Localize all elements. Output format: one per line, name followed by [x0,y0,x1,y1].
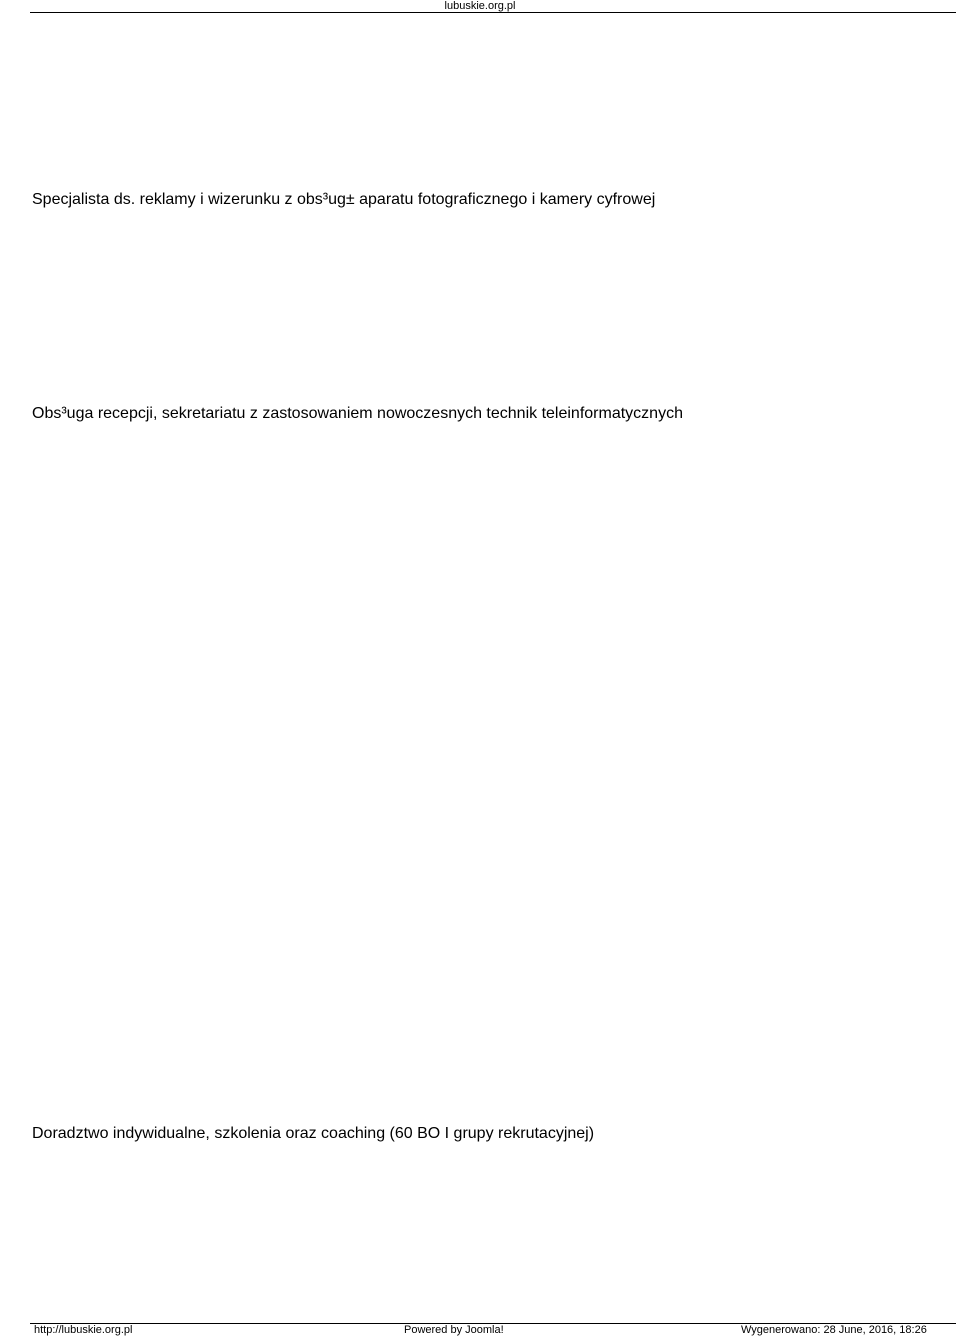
header-site-name: lubuskie.org.pl [444,0,516,12]
footer-powered-by: Powered by Joomla! [404,1324,504,1336]
footer-url: http://lubuskie.org.pl [34,1324,133,1336]
content-item-1: Specjalista ds. reklamy i wizerunku z obs³ug± aparatu fotograficznego i kamery cyfrowej [32,191,656,208]
header-divider [30,12,956,13]
footer-generated-timestamp: Wygenerowano: 28 June, 2016, 18:26 [741,1324,927,1336]
content-item-2: Obs³uga recepcji, sekretariatu z zastosowaniem nowoczesnych technik teleinformatycznych [32,405,683,422]
content-item-3: Doradztwo indywidualne, szkolenia oraz coaching (60 BO I grupy rekrutacyjnej) [32,1125,595,1142]
